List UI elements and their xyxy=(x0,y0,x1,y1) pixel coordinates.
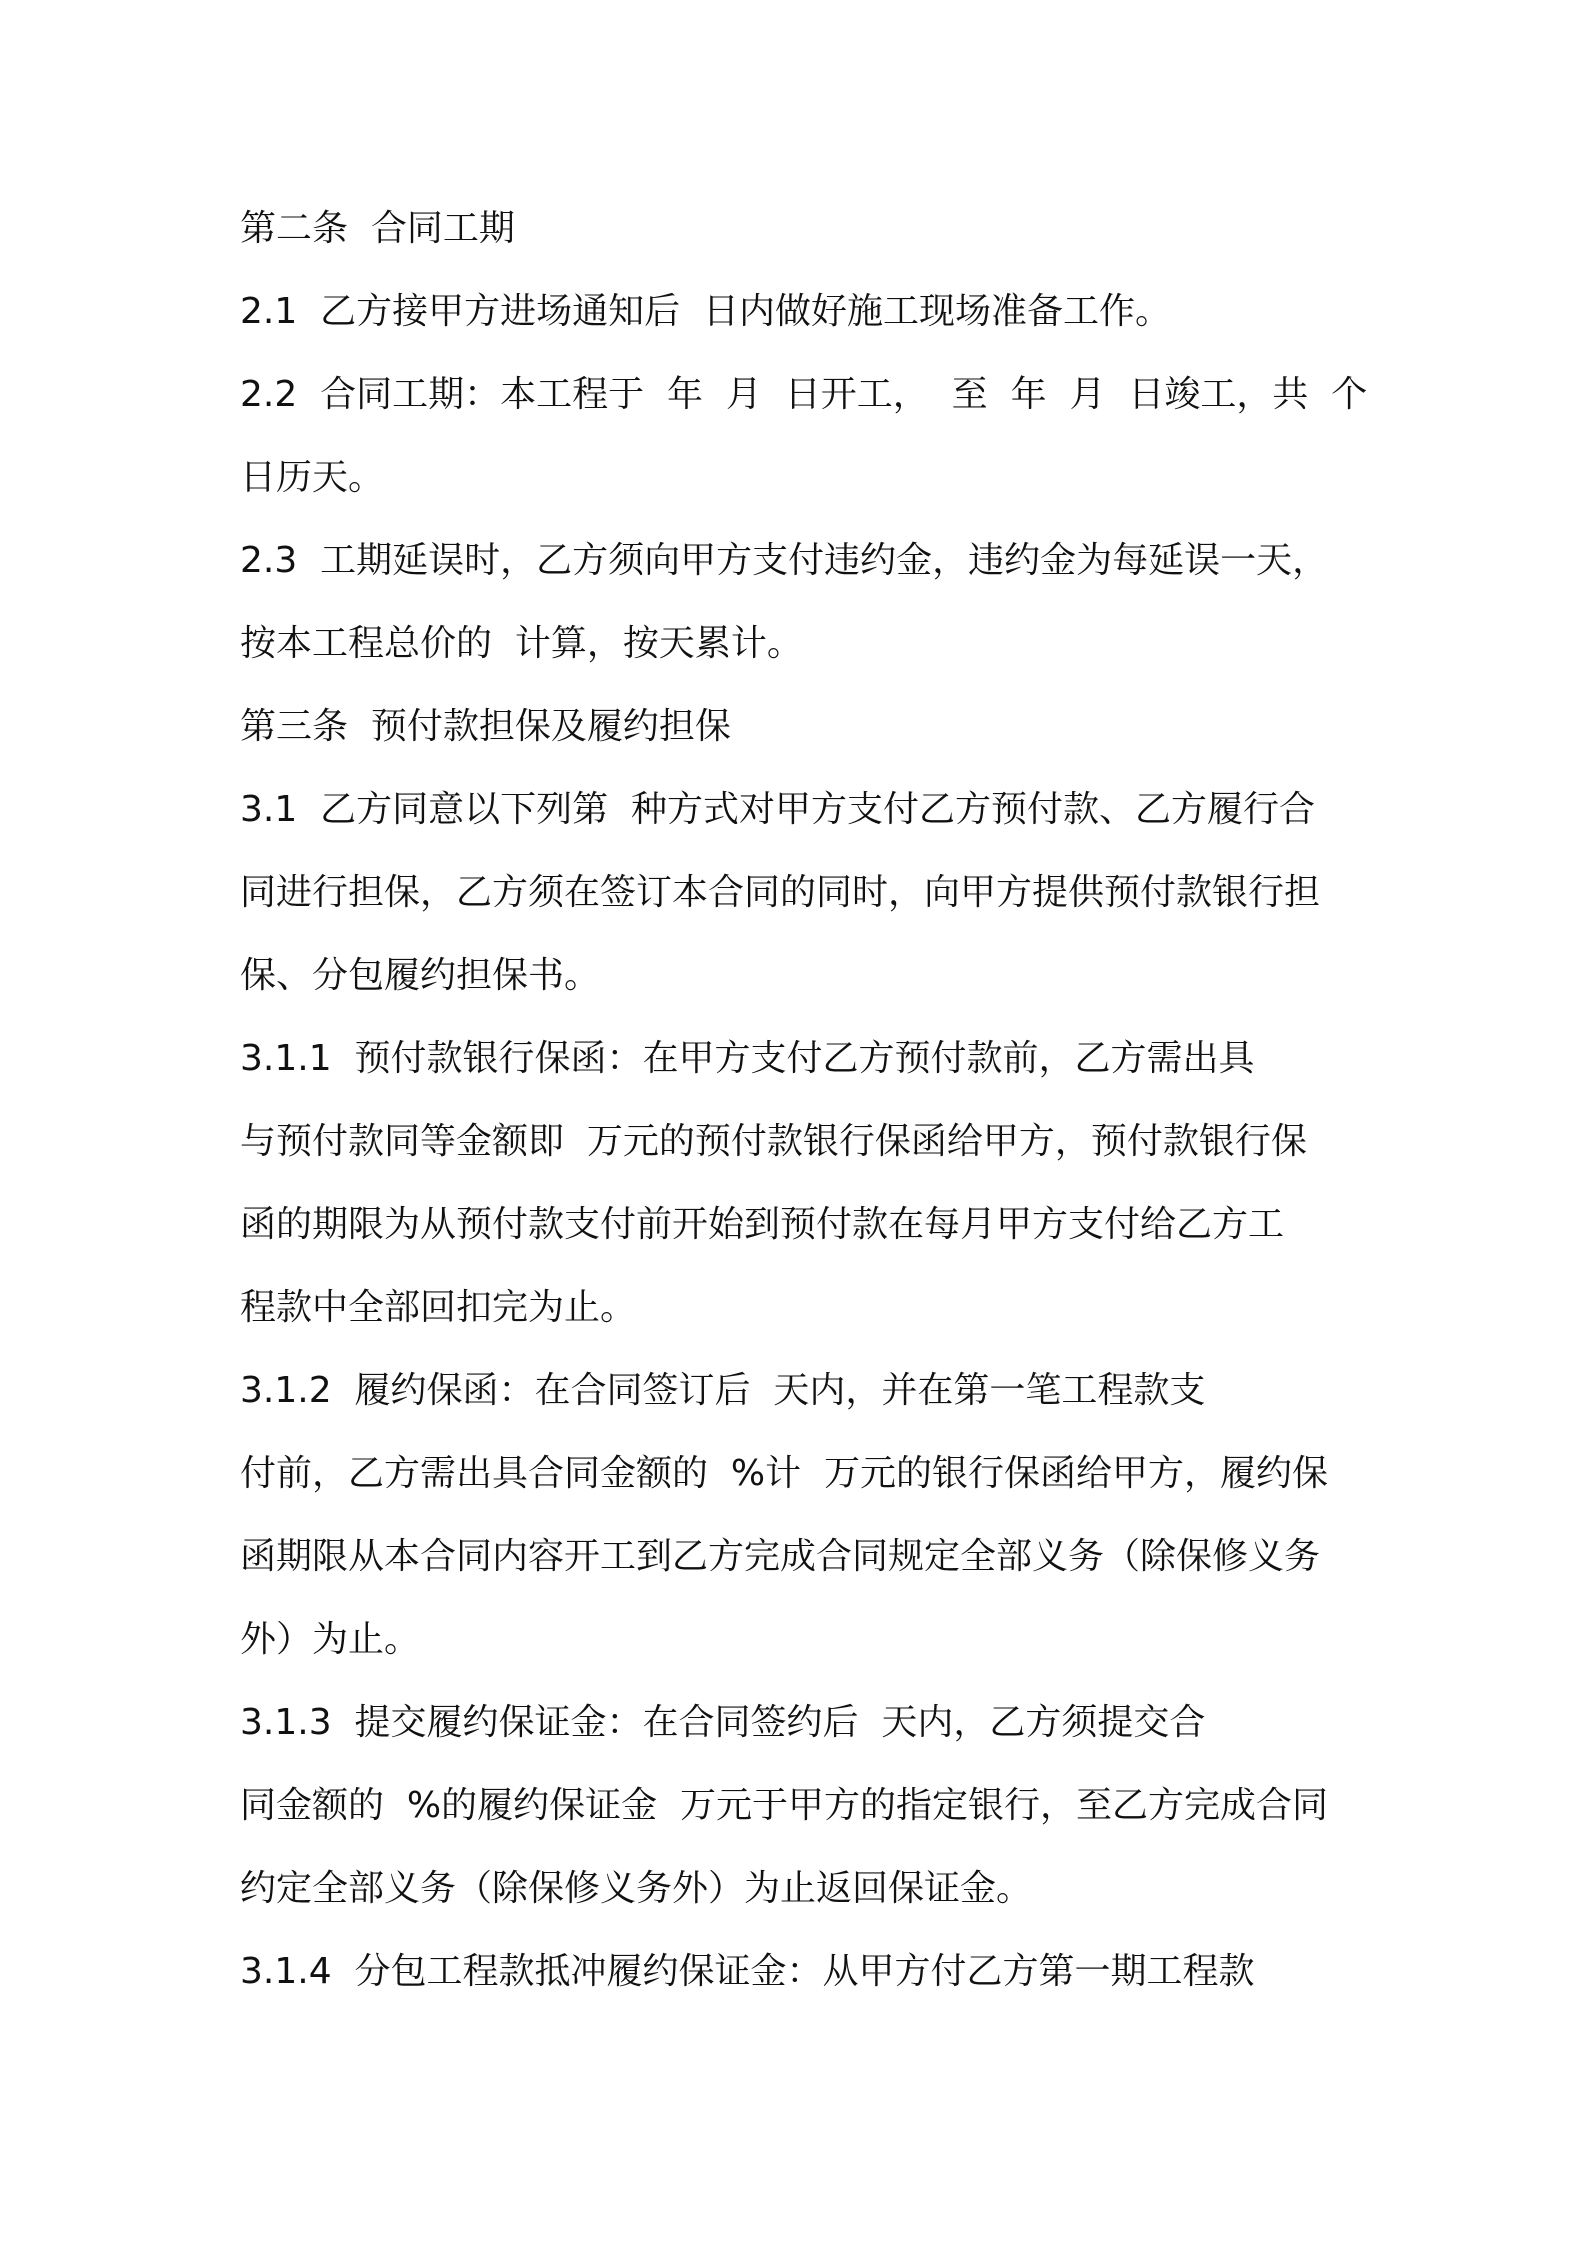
clause-3-1-2-cont: 外）为止。 xyxy=(240,1619,421,1660)
clause-3-1-1: 3.1.1 预付款银行保函：在甲方支付乙方预付款前，乙方需出具 xyxy=(240,1038,1255,1079)
clause-3-1-2-cont: 函期限从本合同内容开工到乙方完成合同规定全部义务（除保修义务 xyxy=(240,1536,1321,1577)
section-heading-article-3: 第三条 预付款担保及履约担保 xyxy=(240,706,731,747)
clause-3-1-1-cont: 函的期限为从预付款支付前开始到预付款在每月甲方支付给乙方工 xyxy=(240,1204,1285,1245)
clause-2-3: 2.3 工期延误时，乙方须向甲方支付违约金，违约金为每延误一天， xyxy=(240,540,1329,581)
section-heading-article-2: 第二条 合同工期 xyxy=(240,208,515,249)
clause-3-1-cont: 保、分包履约担保书。 xyxy=(240,955,601,996)
clause-3-1-3: 3.1.3 提交履约保证金：在合同签约后 天内，乙方须提交合 xyxy=(240,1702,1206,1743)
clause-2-2-cont: 日历天。 xyxy=(240,457,385,498)
clause-3-1-1-cont: 程款中全部回扣完为止。 xyxy=(240,1287,637,1328)
clause-2-3-cont: 按本工程总价的 计算，按天累计。 xyxy=(240,623,803,664)
clause-3-1: 3.1 乙方同意以下列第 种方式对甲方支付乙方预付款、乙方履行合 xyxy=(240,789,1316,830)
clause-3-1-3-cont: 约定全部义务（除保修义务外）为止返回保证金。 xyxy=(240,1868,1033,1909)
clause-3-1-2-cont: 付前，乙方需出具合同金额的 %计 万元的银行保函给甲方，履约保 xyxy=(240,1453,1328,1494)
clause-3-1-1-cont: 与预付款同等金额即 万元的预付款银行保函给甲方，预付款银行保 xyxy=(240,1121,1307,1162)
clause-3-1-cont: 同进行担保，乙方须在签订本合同的同时，向甲方提供预付款银行担 xyxy=(240,872,1321,913)
clause-2-1: 2.1 乙方接甲方进场通知后 日内做好施工现场准备工作。 xyxy=(240,291,1172,332)
clause-3-1-3-cont: 同金额的 %的履约保证金 万元于甲方的指定银行，至乙方完成合同 xyxy=(240,1785,1328,1826)
clause-3-1-4: 3.1.4 分包工程款抵冲履约保证金：从甲方付乙方第一期工程款 xyxy=(240,1951,1255,1992)
clause-3-1-2: 3.1.2 履约保函：在合同签订后 天内，并在第一笔工程款支 xyxy=(240,1370,1206,1411)
clause-2-2: 2.2 合同工期：本工程于 年 月 日开工， 至 年 月 日竣工，共 个 xyxy=(240,374,1368,415)
